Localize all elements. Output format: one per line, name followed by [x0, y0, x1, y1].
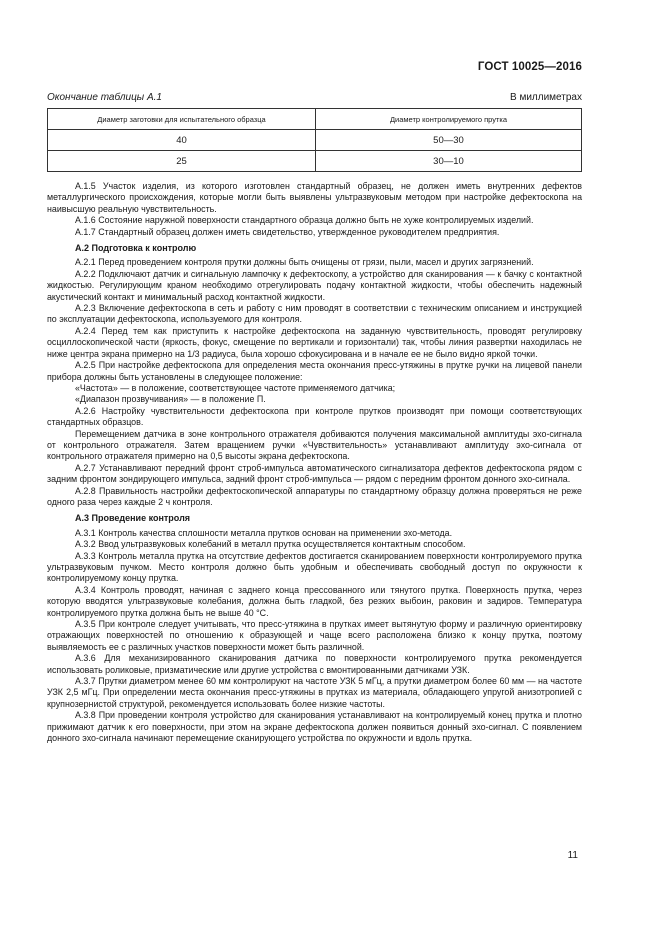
paragraph: А.3.7 Прутки диаметром менее 60 мм контролируют на частоте УЗК 5 мГц, а прутки диаметром более 60 мм — на частоте УЗК 2,5 мГц. При определении места окончания пресс-утяжины в прутках из материала, обладающего упругой анизотропией с крупнозернистой структурой, рекомендуется использовать более низкие частоты.	[47, 676, 582, 709]
paragraph: А.2.2 Подключают датчик и сигнальную лампочку к дефектоскопу, а устройство для сканирования — к бачку с контактной жидкостью. Регулирующим краном необходимо отрегулировать подачу контактной жидкости, чтобы обеспечить надежный акустический контакт и минимальный расход контактной жидкости.	[47, 268, 582, 302]
table-caption: Окончание таблицы А.1	[47, 92, 162, 103]
paragraph: Перемещением датчика в зоне контрольного отражателя добиваются получения максимальной амплитуды эхо-сигнала от контрольного отражателя. Затем вращением ручки «Чувствительность» устанавливают амплитуду эхо-сигнала от контрольного отражателя примерно на 0,5 высоты экрана дефектоскопа.	[47, 428, 582, 462]
paragraph: А.3.1 Контроль качества сплошности металла прутков основан на применении эхо-метода.	[75, 527, 453, 538]
document-body	[47, 181, 582, 745]
paragraph: «Частота» — в положение, соответствующее частоте применяемого датчика;	[75, 382, 396, 393]
paragraph: А.2.5 При настройке дефектоскопа для определения места окончания пресс-утяжины в прутке ручки на лицевой панели прибора должны быть установлены в следующее положение:	[47, 360, 582, 382]
paragraph: А.2.8 Правильность настройки дефектоскопической аппаратуры по стандартному образцу должна проверяться не реже одного раза через каждые 2 ч контроля.	[47, 485, 582, 507]
page-number: 11	[567, 850, 578, 861]
table-cell: 50—30	[316, 130, 582, 151]
section-heading: А.3 Проведение контроля	[75, 513, 191, 524]
paragraph: А.3.2 Ввод ультразвуковых колебаний в металл прутка осуществляется контактным способом.	[75, 539, 466, 550]
paragraph: А.2.4 Перед тем как приступить к настройке дефектоскопа на заданную чувствительность, проводят регулировку осциллоскопической части (яркость, фокус, смещение по вертикали и горизонтали) так, чтобы линия развертки находилась не ниже центра экрана примерно на 1/3 радиуса, была хорошо сфокусирована и в начале ее не было видно яркой точки.	[47, 325, 582, 359]
table-cell: 30—10	[316, 151, 582, 172]
paragraph: А.1.6 Состояние наружной поверхности стандартного образца должно быть не хуже контролируемых изделий.	[75, 215, 534, 226]
table-cell: 25	[48, 151, 316, 172]
section-heading: А.2 Подготовка к контролю	[75, 243, 197, 254]
paragraph: «Диапазон прозвучивания» — в положение П.	[75, 394, 266, 405]
paragraph: А.3.4 Контроль проводят, начиная с заднего конца прессованного или тянутого прутка. Поверхность прутка, через которую вводятся ультразвуковые колебания, должна быть гладкой, без резких выбоин, раковин и задиров. Температура контролируемого прутка должна быть не выше 40 °С.	[47, 584, 582, 618]
paragraph: А.3.8 При проведении контроля устройство для сканирования устанавливают на контролируемый конец прутка и плотно прижимают датчик к его поверхности, при этом на экране дефектоскопа должен появиться донный эхо-сигнал. С появлением донного эхо-сигнала начинают перемещение сканирующего устройства по окружности и вдоль прутка.	[47, 710, 582, 744]
table-row	[48, 130, 582, 151]
paragraph: А.2.3 Включение дефектоскопа в сеть и работу с ним проводят в соответствии с техническим описанием и инструкцией по эксплуатации дефектоскопа, используемого для контроля.	[47, 303, 582, 325]
paragraph: А.2.7 Устанавливают передний фронт строб-импульса автоматического сигнализатора дефектов дефектоскопа рядом с задним фронтом зондирующего импульса, задний фронт строб-импульса — рядом с передним фронтом донного эхо-сигнала.	[47, 462, 582, 485]
table-row	[48, 151, 582, 172]
table-header-row	[48, 109, 582, 130]
paragraph: А.2.6 Настройку чувствительности дефектоскопа при контроле прутков производят при помощи соответствующих стандартных образцов.	[47, 405, 582, 428]
paragraph: А.2.1 Перед проведением контроля прутки должны быть очищены от грязи, пыли, масел и других загрязнений.	[75, 257, 534, 268]
paragraph: А.3.5 При контроле следует учитывать, что пресс-утяжина в прутках имеет вытянутую форму и различную ориентировку отражающих поверхностей по отношению к образующей и чаще всего расположена близко к концу прутка, поэтому выявляемость ее с различных участков поверхности может быть различной.	[47, 619, 582, 652]
column-header: Диаметр заготовки для испытательного образца	[48, 109, 316, 130]
table-units: В миллиметрах	[510, 92, 582, 103]
column-header: Диаметр контролируемого прутка	[316, 109, 582, 130]
paragraph: А.3.3 Контроль металла прутка на отсутствие дефектов достигается сканированием поверхности контролируемого прутка ультразвуковым пучком. Место контроля должно быть удобным и обеспечивать свободный доступ по окружности к контролируемому концу прутка.	[47, 550, 582, 584]
paragraph: А.1.7 Стандартный образец должен иметь свидетельство, утвержденное руководителем предприятия.	[75, 226, 500, 237]
standard-number: ГОСТ 10025—2016	[477, 61, 582, 73]
paragraph: А.1.5 Участок изделия, из которого изготовлен стандартный образец, не должен иметь внутренних дефектов металлургического происхождения, которые могли быть выявлены ультразвуковым методом при настройке дефектоскопа на наивысшую реальную чувствительность.	[47, 181, 582, 214]
diameter-table	[47, 108, 582, 172]
table-cell: 40	[48, 130, 316, 151]
paragraph: А.3.6 Для механизированного сканирования датчика по поверхности контролируемого прутка рекомендуется использовать роликовые, призматические или другие устройства с вмонтированными датчиками УЗК.	[47, 653, 582, 675]
